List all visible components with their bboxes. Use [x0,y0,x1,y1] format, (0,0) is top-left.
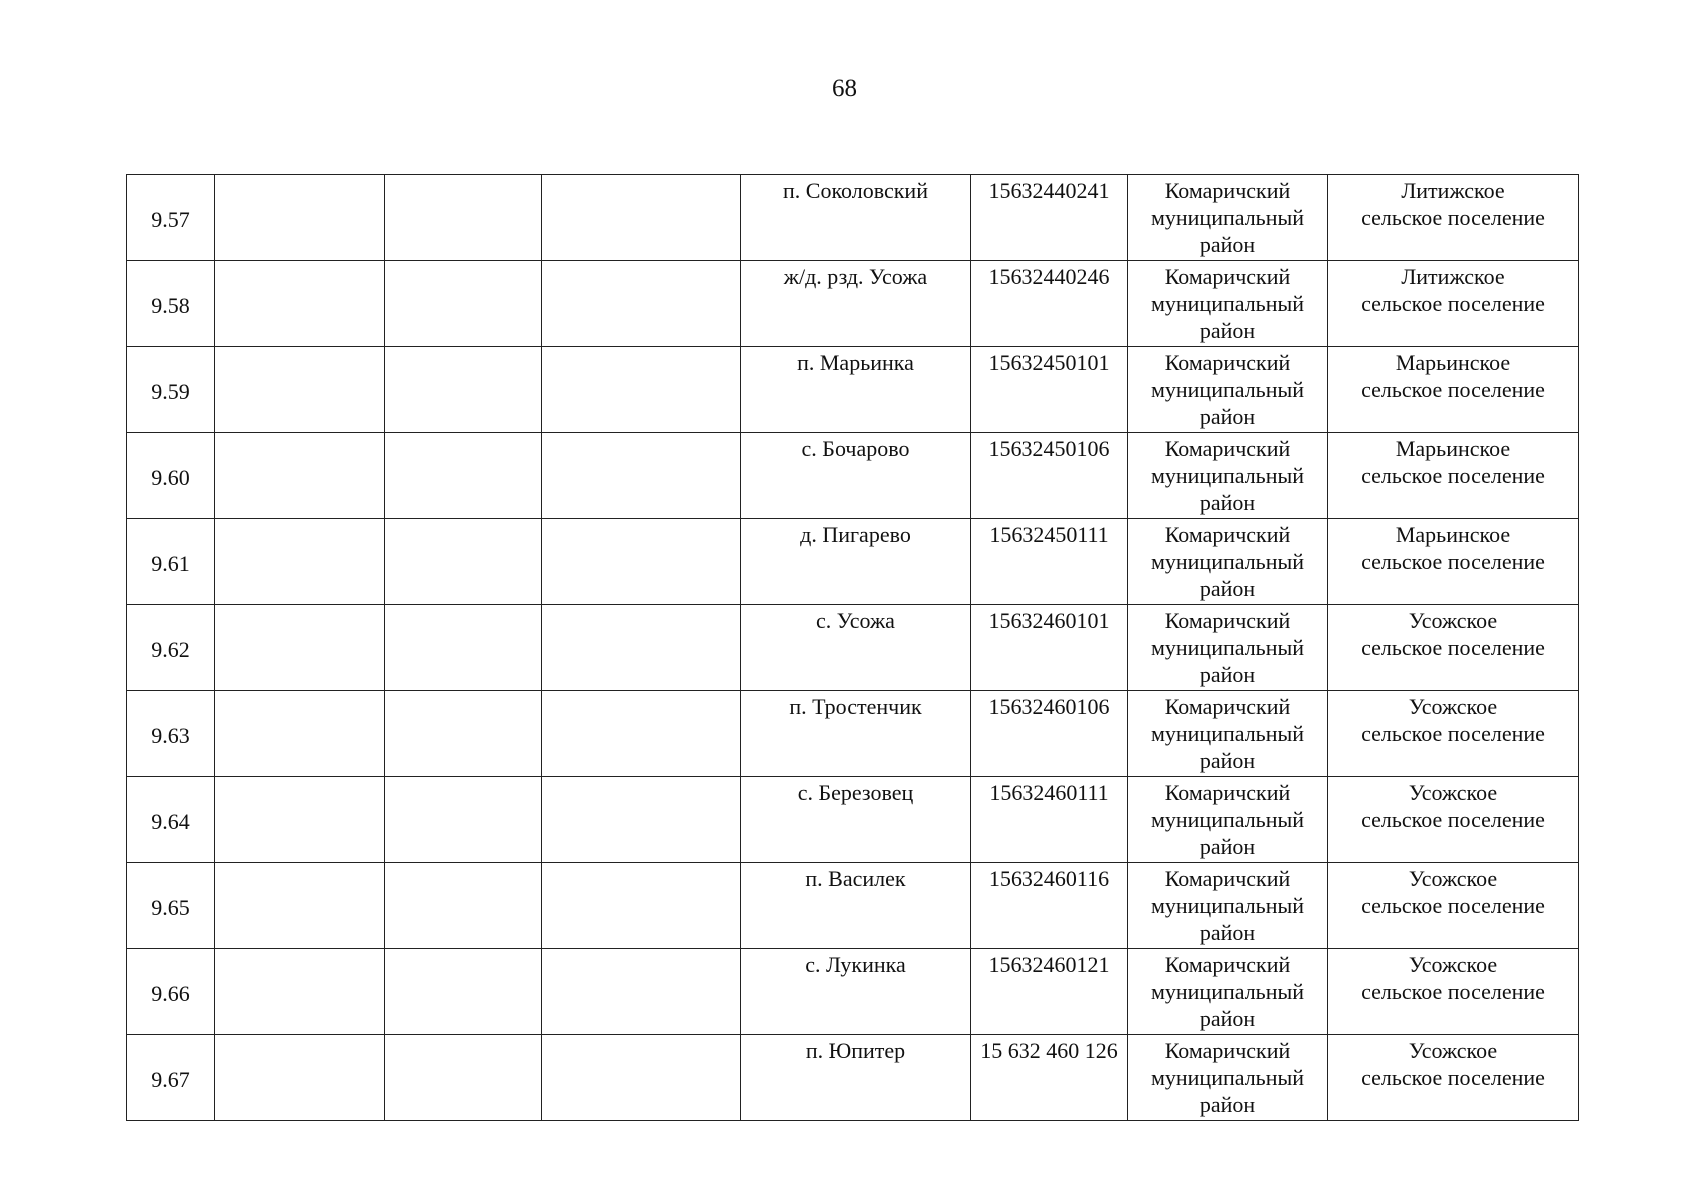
empty-cell [542,261,741,347]
district-cell [1128,691,1328,777]
empty-cell [542,777,741,863]
table-row [127,1035,1579,1121]
settlement-cell [741,949,971,1035]
table-body [127,175,1579,1121]
district-line: муниципальный [1150,807,1305,832]
municipality-cell [1328,863,1579,949]
district-line: муниципальный [1150,635,1305,660]
municipality-line: Усожское [1408,608,1498,633]
empty-cell [542,949,741,1035]
settlement-name: п. Василек [805,866,906,891]
district-cell [1128,949,1328,1035]
settlements-table [126,174,1579,1121]
district-line: Комаричский [1164,1038,1291,1063]
district-line: район [1199,1006,1256,1031]
oktmo-code: 15632440246 [988,264,1110,289]
row-number-cell [127,863,215,949]
empty-cell [542,433,741,519]
settlement-cell [741,777,971,863]
district-line: муниципальный [1150,721,1305,746]
empty-cell [542,863,741,949]
district-line: район [1199,662,1256,687]
municipality-line: Усожское [1408,1038,1498,1063]
oktmo-code-cell [971,949,1128,1035]
municipality-line: Марьинское [1395,522,1511,547]
empty-cell [215,949,385,1035]
municipality-cell [1328,261,1579,347]
row-number: 9.64 [151,809,190,834]
district-line: Комаричский [1164,522,1291,547]
empty-cell [542,519,741,605]
oktmo-code: 15632460116 [988,866,1110,891]
settlement-name: п. Тростенчик [789,694,922,719]
settlement-name: ж/д. рзд. Усожа [783,264,928,289]
district-line: Комаричский [1164,350,1291,375]
district-line: муниципальный [1150,463,1305,488]
oktmo-code: 15632460111 [989,780,1109,805]
oktmo-code-cell [971,519,1128,605]
settlement-name: п. Марьинка [797,350,914,375]
settlement-name: с. Усожа [816,608,895,633]
row-number: 9.63 [151,723,190,748]
district-line: район [1199,834,1256,859]
settlement-cell [741,261,971,347]
district-line: муниципальный [1150,979,1305,1004]
empty-cell [385,1035,542,1121]
row-number: 9.60 [151,465,190,490]
municipality-line: сельское поселение [1361,205,1545,230]
empty-cell [385,949,542,1035]
oktmo-code-cell [971,433,1128,519]
row-number-cell [127,347,215,433]
settlement-name: п. Соколовский [783,178,928,203]
empty-cell [542,1035,741,1121]
row-number: 9.57 [151,207,190,232]
table-row [127,347,1579,433]
row-number-cell [127,261,215,347]
district-line: муниципальный [1150,893,1305,918]
municipality-line: Усожское [1408,694,1498,719]
district-line: Комаричский [1164,178,1291,203]
district-line: район [1199,318,1256,343]
district-line: район [1199,576,1256,601]
settlement-cell [741,605,971,691]
municipality-line: сельское поселение [1361,979,1545,1004]
district-line: Комаричский [1164,952,1291,977]
district-line: муниципальный [1150,291,1305,316]
row-number: 9.61 [151,551,190,576]
municipality-cell [1328,605,1579,691]
settlement-cell [741,691,971,777]
municipality-line: сельское поселение [1361,1065,1545,1090]
oktmo-code-cell [971,347,1128,433]
oktmo-code: 15632460121 [988,952,1110,977]
district-line: район [1199,404,1256,429]
oktmo-code-cell [971,1035,1128,1121]
empty-cell [215,863,385,949]
empty-cell [215,519,385,605]
district-line: район [1199,920,1256,945]
municipality-cell [1328,519,1579,605]
municipality-line: сельское поселение [1361,463,1545,488]
district-line: район [1199,748,1256,773]
oktmo-code: 15632460106 [988,694,1110,719]
empty-cell [385,261,542,347]
district-cell [1128,347,1328,433]
empty-cell [542,347,741,433]
district-line: муниципальный [1150,205,1305,230]
municipality-cell [1328,1035,1579,1121]
row-number: 9.62 [151,637,190,662]
settlement-name: с. Лукинка [805,952,906,977]
district-line: Комаричский [1164,694,1291,719]
district-cell [1128,863,1328,949]
district-cell [1128,261,1328,347]
district-line: Комаричский [1164,780,1291,805]
empty-cell [215,691,385,777]
municipality-cell [1328,347,1579,433]
municipality-line: Литижское [1401,178,1505,203]
table-row [127,691,1579,777]
district-line: муниципальный [1150,549,1305,574]
settlement-name: д. Пигарево [800,522,911,547]
table-row [127,777,1579,863]
row-number-cell [127,519,215,605]
district-cell [1128,777,1328,863]
municipality-line: Марьинское [1395,350,1511,375]
district-line: муниципальный [1150,1065,1305,1090]
oktmo-code-cell [971,175,1128,261]
oktmo-code: 15 632 460 126 [980,1038,1118,1063]
settlement-cell [741,175,971,261]
municipality-cell [1328,175,1579,261]
empty-cell [385,347,542,433]
oktmo-code: 15632440241 [988,178,1110,203]
oktmo-code-cell [971,691,1128,777]
row-number-cell [127,1035,215,1121]
empty-cell [385,433,542,519]
table-row [127,605,1579,691]
row-number-cell [127,433,215,519]
district-cell [1128,1035,1328,1121]
settlement-cell [741,863,971,949]
empty-cell [215,777,385,863]
municipality-line: Усожское [1408,866,1498,891]
municipality-cell [1328,433,1579,519]
district-line: Комаричский [1164,866,1291,891]
municipality-line: сельское поселение [1361,893,1545,918]
municipality-line: Марьинское [1395,436,1511,461]
empty-cell [385,605,542,691]
table-row [127,261,1579,347]
table-row [127,863,1579,949]
district-line: район [1199,1092,1256,1117]
district-cell [1128,433,1328,519]
municipality-line: сельское поселение [1361,635,1545,660]
row-number: 9.67 [151,1067,190,1092]
empty-cell [215,261,385,347]
page-number: 68 [832,75,857,102]
municipality-line: Усожское [1408,780,1498,805]
row-number: 9.65 [151,895,190,920]
empty-cell [385,175,542,261]
municipality-cell [1328,691,1579,777]
row-number: 9.58 [151,293,190,318]
municipality-line: сельское поселение [1361,721,1545,746]
empty-cell [215,175,385,261]
oktmo-code: 15632450106 [988,436,1110,461]
empty-cell [385,519,542,605]
table-row [127,433,1579,519]
oktmo-code-cell [971,605,1128,691]
table-row [127,519,1579,605]
oktmo-code-cell [971,777,1128,863]
municipality-line: сельское поселение [1361,377,1545,402]
row-number: 9.59 [151,379,190,404]
row-number-cell [127,605,215,691]
district-line: Комаричский [1164,264,1291,289]
municipality-line: Усожское [1408,952,1498,977]
row-number-cell [127,691,215,777]
row-number-cell [127,949,215,1035]
table-row [127,949,1579,1035]
empty-cell [542,691,741,777]
empty-cell [215,433,385,519]
municipality-line: Литижское [1401,264,1505,289]
municipality-line: сельское поселение [1361,291,1545,316]
district-line: район [1199,490,1256,515]
settlement-cell [741,1035,971,1121]
empty-cell [385,691,542,777]
table-row [127,175,1579,261]
district-line: район [1199,232,1256,257]
oktmo-code-cell [971,863,1128,949]
oktmo-code-cell [971,261,1128,347]
district-line: Комаричский [1164,436,1291,461]
municipality-cell [1328,949,1579,1035]
row-number-cell [127,777,215,863]
empty-cell [385,777,542,863]
empty-cell [215,1035,385,1121]
empty-cell [542,175,741,261]
oktmo-code: 15632450111 [989,522,1109,547]
settlement-cell [741,433,971,519]
empty-cell [215,605,385,691]
district-line: Комаричский [1164,608,1291,633]
district-cell [1128,519,1328,605]
oktmo-code: 15632450101 [988,350,1110,375]
empty-cell [215,347,385,433]
row-number: 9.66 [151,981,190,1006]
district-line: муниципальный [1150,377,1305,402]
empty-cell [542,605,741,691]
district-cell [1128,605,1328,691]
oktmo-code: 15632460101 [988,608,1110,633]
municipality-cell [1328,777,1579,863]
row-number-cell [127,175,215,261]
settlement-name: п. Юпитер [805,1038,906,1063]
settlement-cell [741,519,971,605]
municipality-line: сельское поселение [1361,549,1545,574]
empty-cell [385,863,542,949]
district-cell [1128,175,1328,261]
settlement-name: с. Березовец [797,780,914,805]
municipality-line: сельское поселение [1361,807,1545,832]
settlement-cell [741,347,971,433]
settlement-name: с. Бочарово [801,436,910,461]
